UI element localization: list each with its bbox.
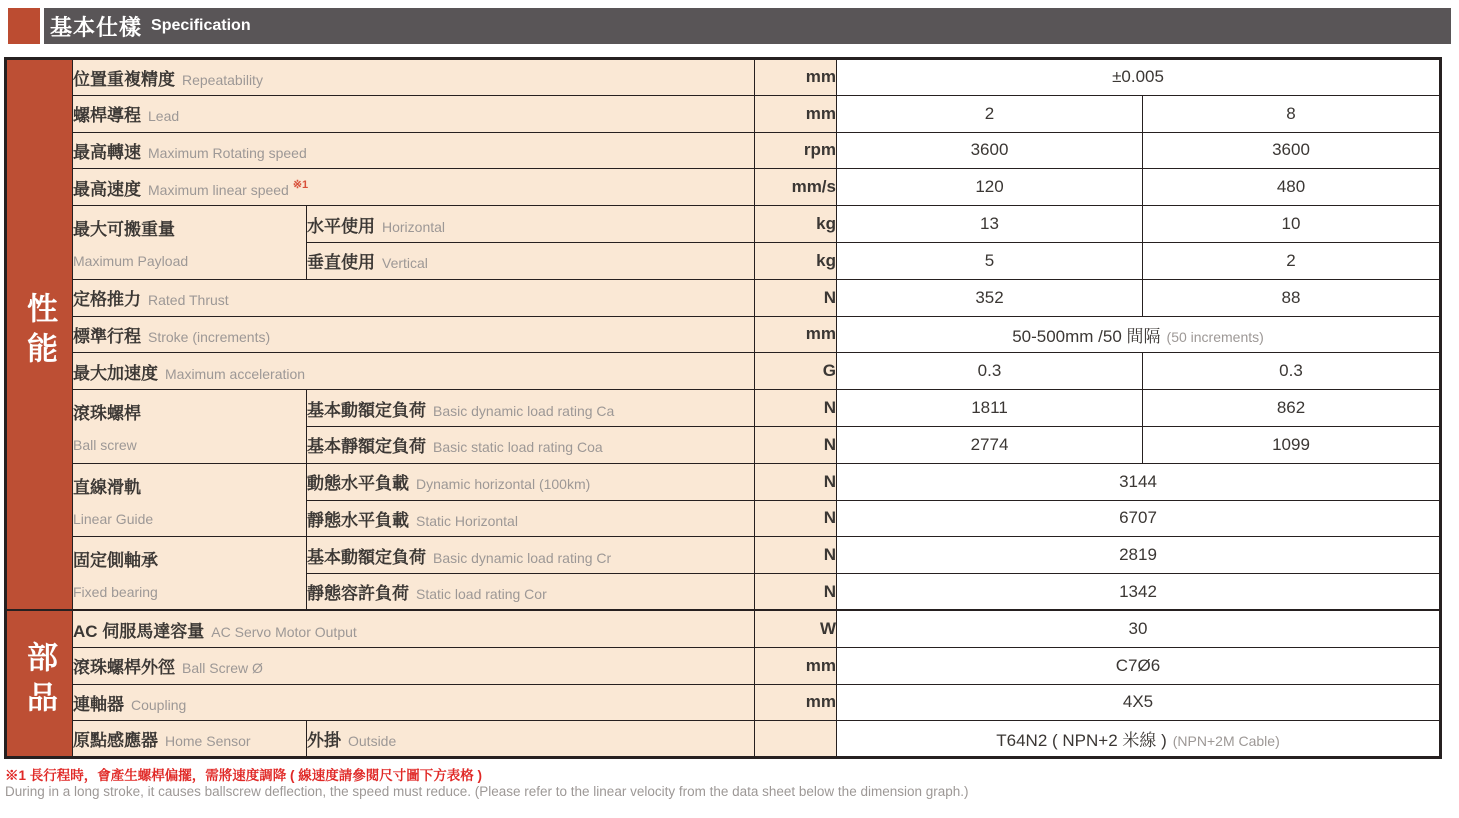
row-home-sensor <box>6 721 1441 758</box>
row-rated-thrust <box>6 279 1441 316</box>
home-sensor-mount-cell: 外掛 Outside <box>307 721 755 758</box>
lead-unit-cell: mm <box>755 95 837 132</box>
home-sensor-label-cell: 原點感應器 Home Sensor <box>73 721 307 758</box>
row-linear-guide-dynamic <box>6 463 1441 500</box>
repeatability-unit-cell: mm <box>755 59 837 96</box>
rated-thrust-unit-cell: N <box>755 279 837 316</box>
coupling-label-cell: 連軸器 Coupling <box>73 684 755 721</box>
footnote-en: During in a long stroke, it causes ballscrew deflection, the speed must reduce. (Please refer to the linear velocity from the data sheet below the dimension graph.) <box>5 784 969 799</box>
ballscrew-dynamic-value-1: 1811 <box>837 390 1143 427</box>
max-acceleration-unit-cell: G <box>755 353 837 390</box>
payload-vertical-value-2: 2 <box>1143 242 1441 279</box>
row-ballscrew-dynamic <box>6 390 1441 427</box>
section-bar-performance <box>6 59 73 611</box>
ballscrew-static-value-2: 1099 <box>1143 426 1441 463</box>
section-label-parts: 部品 <box>22 641 57 722</box>
max-acceleration-label-cell: 最大加速度 Maximum acceleration <box>73 353 755 390</box>
payload-vertical-value-1: 5 <box>837 242 1143 279</box>
page-title-en: Specification <box>151 17 251 34</box>
ballscrew-static-value-1: 2774 <box>837 426 1143 463</box>
max-rotating-speed-value-1: 3600 <box>837 132 1143 169</box>
servo-output-value-cell: 30 <box>837 610 1441 647</box>
rated-thrust-value-2: 88 <box>1143 279 1441 316</box>
fixed-bearing-group-cell: 固定側軸承 Fixed bearing <box>73 537 307 611</box>
rated-thrust-value-1: 352 <box>837 279 1143 316</box>
lead-label-cell: 螺桿導程 Lead <box>73 95 755 132</box>
ballscrew-dynamic-value-2: 862 <box>1143 390 1441 427</box>
row-stroke <box>6 316 1441 353</box>
title-accent-square <box>8 8 40 44</box>
home-sensor-value-cell: T64N2 ( NPN+2 米線 ) (NPN+2M Cable) <box>837 721 1441 758</box>
lead-value-2: 8 <box>1143 95 1441 132</box>
row-fixed-bearing-dynamic <box>6 537 1441 574</box>
coupling-value-cell: 4X5 <box>837 684 1441 721</box>
rated-thrust-label-cell: 定格推力 Rated Thrust <box>73 279 755 316</box>
servo-output-unit-cell: W <box>755 610 837 647</box>
repeatability-label-cell: 位置重複精度 Repeatability <box>73 59 755 96</box>
ballscrew-dynamic-unit-cell: N <box>755 390 837 427</box>
section-title-bar <box>44 8 1451 44</box>
max-linear-speed-value-1: 120 <box>837 169 1143 206</box>
fixed-bearing-dynamic-label-cell: 基本動額定負荷 Basic dynamic load rating Cr <box>307 537 755 574</box>
row-servo-output <box>6 610 1441 647</box>
row-repeatability <box>6 59 1441 96</box>
footnote-zh: ※1 長行程時，會產生螺桿偏擺，需將速度調降 ( 線速度請參閱尺寸圖下方表格 ) <box>5 768 483 783</box>
fixed-bearing-dynamic-value-cell: 2819 <box>837 537 1441 574</box>
linear-guide-static-unit-cell: N <box>755 500 837 537</box>
fixed-bearing-static-label-cell: 靜態容許負荷 Static load rating Cor <box>307 574 755 611</box>
linear-guide-static-label-cell: 靜態水平負載 Static Horizontal <box>307 500 755 537</box>
fixed-bearing-static-unit-cell: N <box>755 574 837 611</box>
fixed-bearing-dynamic-unit-cell: N <box>755 537 837 574</box>
max-linear-speed-value-2: 480 <box>1143 169 1441 206</box>
ballscrew-dynamic-label-cell: 基本動額定負荷 Basic dynamic load rating Ca <box>307 390 755 427</box>
row-ball-screw-od <box>6 647 1441 684</box>
row-coupling <box>6 684 1441 721</box>
row-lead <box>6 95 1441 132</box>
linear-guide-dynamic-label-cell: 動態水平負載 Dynamic horizontal (100km) <box>307 463 755 500</box>
linear-guide-group-cell: 直線滑軌 Linear Guide <box>73 463 307 537</box>
payload-horizontal-value-2: 10 <box>1143 206 1441 243</box>
max-payload-group-cell: 最大可搬重量 Maximum Payload <box>73 206 307 280</box>
max-linear-speed-unit-cell: mm/s <box>755 169 837 206</box>
ballscrew-static-unit-cell: N <box>755 426 837 463</box>
linear-guide-dynamic-unit-cell: N <box>755 463 837 500</box>
footnote-marker: ※1 <box>292 179 309 192</box>
repeatability-value-cell: ±0.005 <box>837 59 1441 96</box>
max-acceleration-value-1: 0.3 <box>837 353 1143 390</box>
stroke-value-cell: 50-500mm /50 間隔 (50 increments) <box>837 316 1441 353</box>
ball-screw-od-unit-cell: mm <box>755 647 837 684</box>
page-title-zh: 基本仕樣 <box>50 14 143 40</box>
row-max-acceleration <box>6 353 1441 390</box>
payload-horizontal-unit-cell: kg <box>755 206 837 243</box>
ball-screw-od-label-cell: 滾珠螺桿外徑 Ball Screw Ø <box>73 647 755 684</box>
ballscrew-static-label-cell: 基本靜額定負荷 Basic static load rating Coa <box>307 426 755 463</box>
coupling-unit-cell: mm <box>755 684 837 721</box>
max-rotating-speed-label-cell: 最高轉速 Maximum Rotating speed <box>73 132 755 169</box>
linear-guide-static-value-cell: 6707 <box>837 500 1441 537</box>
fixed-bearing-static-value-cell: 1342 <box>837 574 1441 611</box>
servo-output-label-cell: AC 伺服馬達容量 AC Servo Motor Output <box>73 610 755 647</box>
max-acceleration-value-2: 0.3 <box>1143 353 1441 390</box>
payload-horizontal-value-1: 13 <box>837 206 1143 243</box>
row-payload-horizontal <box>6 206 1441 243</box>
specification-table <box>4 57 1442 758</box>
section-label-performance: 性能 <box>22 292 57 373</box>
payload-vertical-unit-cell: kg <box>755 242 837 279</box>
max-rotating-speed-unit-cell: rpm <box>755 132 837 169</box>
max-linear-speed-label-cell: 最高速度 Maximum linear speed $^{※1}$ <box>73 169 755 206</box>
payload-horizontal-label-cell: 水平使用 Horizontal <box>307 206 755 243</box>
home-sensor-unit-cell <box>755 721 837 758</box>
max-rotating-speed-value-2: 3600 <box>1143 132 1441 169</box>
lead-value-1: 2 <box>837 95 1143 132</box>
row-max-rotating-speed <box>6 132 1441 169</box>
ball-screw-group-cell: 滾珠螺桿 Ball screw <box>73 390 307 464</box>
payload-vertical-label-cell: 垂直使用 Vertical <box>307 242 755 279</box>
stroke-label-cell: 標準行程 Stroke (increments) <box>73 316 755 353</box>
section-bar-parts <box>6 610 73 757</box>
ball-screw-od-value-cell: C7Ø6 <box>837 647 1441 684</box>
stroke-unit-cell: mm <box>755 316 837 353</box>
linear-guide-dynamic-value-cell: 3144 <box>837 463 1441 500</box>
row-max-linear-speed <box>6 169 1441 206</box>
